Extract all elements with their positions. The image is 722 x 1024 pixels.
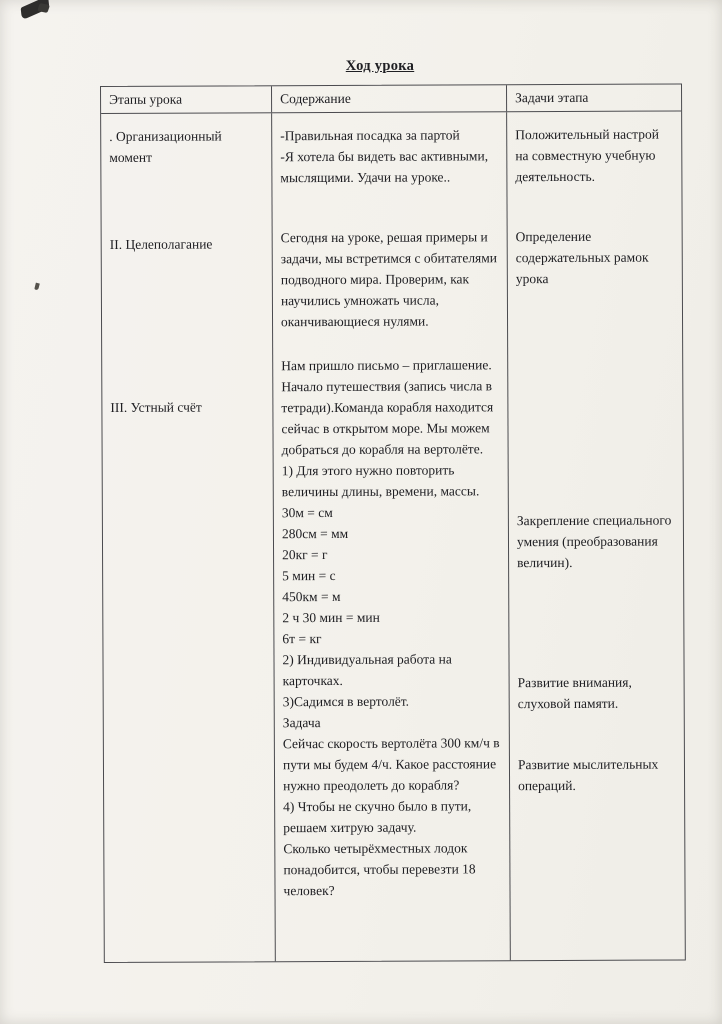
content-line: 1) Для этого нужно повторить величины длины, времени, массы. <box>281 462 480 500</box>
unit-conversion-line: 5 мин = с <box>282 567 336 584</box>
content-line: Задача <box>282 715 321 731</box>
task-attention-memory: Развитие внимания, слуховой памяти. <box>517 674 632 712</box>
content-line: 4) Чтобы не скучно было в пути, решаем хитрую задачу. <box>283 798 472 836</box>
stage-goal-setting: II. Целеполагание <box>109 236 213 252</box>
content-goal-setting <box>281 226 499 332</box>
column-header-tasks: Задачи этапа <box>506 84 681 111</box>
unit-conversion-line: 30м = см <box>281 504 333 521</box>
stages-column <box>101 113 275 962</box>
content-line: Сколько четырёхместных лодок понадобится, чтобы перевезти 18 человек? <box>283 840 476 899</box>
lesson-plan-table <box>100 83 686 963</box>
column-header-stages: Этапы урока <box>109 91 183 107</box>
content-line: -Я хотела бы видеть вас активными, мыслящими. Удачи на уроке.. <box>280 148 489 186</box>
unit-conversion-line: 6т = кг <box>282 631 322 647</box>
content-line: 3)Садимся в вертолёт. <box>282 693 410 710</box>
scan-artifact-corner-mark <box>21 0 50 20</box>
content-line: Сегодня на уроке, решая примеры и задачи, мы встретимся с обитателями подводного мира. Проверим, как научились умножать числа, оканчивающиеся нулями. <box>280 229 498 330</box>
tasks-column <box>506 111 685 960</box>
content-column <box>271 112 510 961</box>
content-line: Сейчас скорость вертолёта 300 км/ч в пути мы будем 4/ч. Какое расстояние нужно преодолеть до корабля? <box>282 735 500 794</box>
table-header-row <box>101 84 681 114</box>
content-line: -Правильная посадка за партой <box>280 127 460 144</box>
unit-conversion-line: 2 ч 30 мин = мин <box>282 609 380 626</box>
unit-conversion-line: 20кг = г <box>282 547 328 563</box>
unit-conversion-line: 280см = мм <box>281 525 349 542</box>
task-lesson-scope: Определение содержательных рамок урока <box>515 228 649 287</box>
column-header-content: Содержание <box>271 85 506 112</box>
task-unit-conversion-skill: Закрепление специального умения (преобразования величин). <box>516 512 672 571</box>
unit-conversion-line: 450км = м <box>282 588 341 605</box>
content-line: 2) Индивидуальная работа на карточках. <box>282 651 452 689</box>
content-org-moment <box>280 124 498 188</box>
content-line: Нам пришло письмо – приглашение. <box>281 357 492 374</box>
table-body-row <box>101 111 685 962</box>
content-oral-count <box>281 354 501 901</box>
page-title: Ход урока <box>345 58 415 74</box>
content-line: Начало путешествия (запись числа в тетради).Команда корабля находится сейчас в открытом море. Мы можем добраться до корабля на вертолёте. <box>281 378 494 458</box>
task-thinking-operations: Развитие мыслительных операций. <box>517 756 659 794</box>
scan-artifact-speck <box>34 283 40 291</box>
stage-oral-count: III. Устный счёт <box>110 399 202 415</box>
task-positive-attitude: Положительный настрой на совместную учебную деятельность. <box>515 126 659 185</box>
stage-org-moment: . Организационный момент <box>109 128 222 165</box>
